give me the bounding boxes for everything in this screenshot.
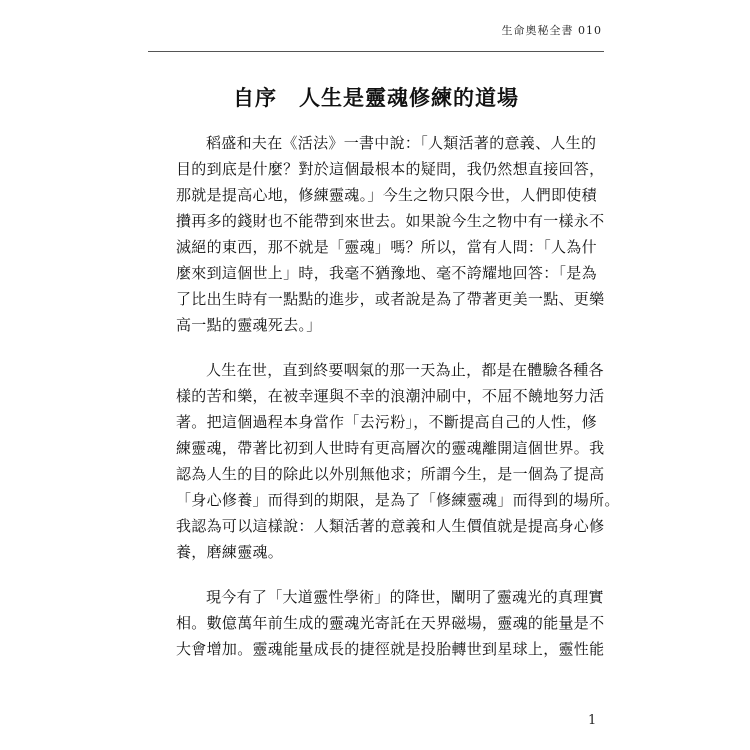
page-number: 1 (588, 713, 597, 728)
text-line: 目的到底是什麼？對於這個最根本的疑問，我仍然想直接回答， (176, 160, 605, 178)
text-line: 相。數億萬年前生成的靈魂光寄託在天界磁場，靈魂的能量是不 (176, 614, 605, 632)
text-line: 攢再多的錢財也不能帶到來世去。如果說今生之物中有一樣永不 (176, 212, 605, 230)
text-line: 我認為可以這樣說：人類活著的意義和人生價值就是提高身心修 (176, 517, 605, 535)
text-line: 著。把這個過程本身當作「去污粉」，不斷提高自己的人性，修 (176, 413, 597, 431)
running-head: 生命奧秘全書 010 (501, 24, 602, 37)
header-rule (148, 51, 604, 52)
paragraph (176, 584, 604, 662)
text-line: 認為人生的目的除此以外別無他求；所謂今生，是一個為了提高 (176, 465, 605, 483)
text-line: 那就是提高心地，修練靈魂。」今生之物只限今世，人們即使積 (176, 186, 597, 204)
paragraph (176, 357, 620, 565)
text-line: 養，磨練靈魂。 (176, 543, 284, 561)
text-line: 滅絕的東西，那不就是「靈魂」嗎？所以，當有人問：「人為什 (176, 238, 597, 256)
text-line: 麼來到這個世上」時，我毫不猶豫地、毫不誇耀地回答：「是為 (176, 264, 597, 282)
text-line: 樣的苦和樂，在被幸運與不幸的浪潮沖刷中，不屈不饒地努力活 (176, 387, 605, 405)
text-line: 高一點的靈魂死去。」 (176, 316, 322, 334)
text-line: 「身心修養」而得到的期限，是為了「修練靈魂」而得到的場所。 (176, 491, 620, 509)
text-line: 現今有了「大道靈性學術」的降世，闡明了靈魂光的真理實 (206, 588, 604, 606)
text-line: 大會增加。靈魂能量成長的捷徑就是投胎轉世到星球上，靈性能 (176, 640, 605, 658)
chapter-title: 自序 人生是靈魂修練的道場 (233, 86, 519, 110)
text-line: 稻盛和夫在《活法》一書中說：「人類活著的意義、人生的 (206, 134, 597, 152)
text-line: 人生在世，直到終要咽氣的那一天為止，都是在體驗各種各 (206, 361, 604, 379)
text-line: 了比出生時有一點點的進步，或者說是為了帶著更美一點、更樂 (176, 290, 605, 308)
paragraph (176, 130, 604, 338)
body-text (176, 130, 620, 681)
text-line: 練靈魂，帶著比初到人世時有更高層次的靈魂離開這個世界。我 (176, 439, 605, 457)
